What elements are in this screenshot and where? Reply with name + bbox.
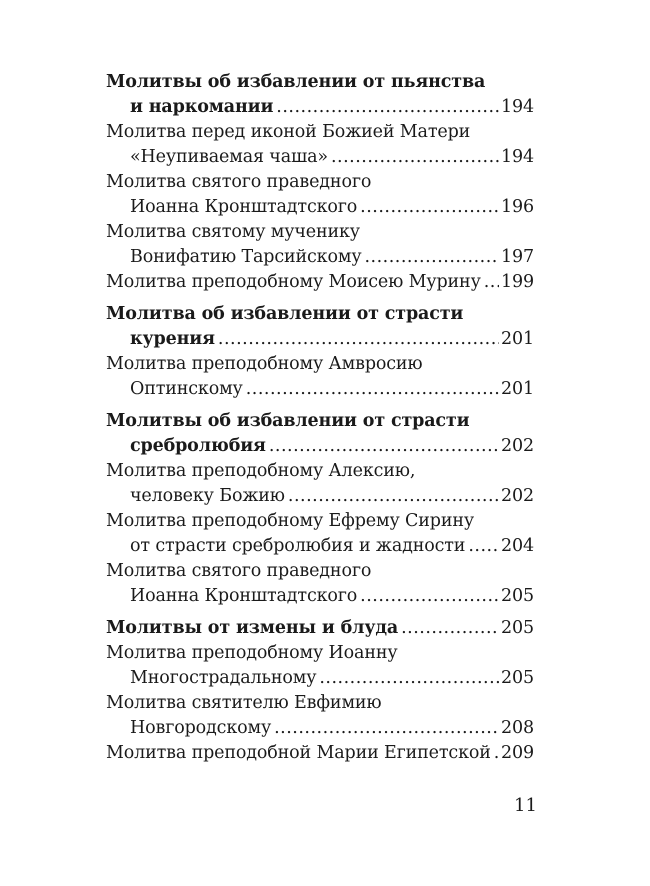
prayer-text: человеку Божию: [130, 486, 285, 506]
prayer-line: [106, 666, 534, 691]
prayer-line: [106, 459, 534, 484]
dot-leader: [494, 741, 499, 766]
section-title-line: [106, 616, 534, 641]
toc-section: [106, 70, 534, 295]
prayer-line: [106, 534, 534, 559]
prayer-text: Молитва преподобному Амвросию: [106, 354, 423, 374]
dot-leader: [218, 327, 499, 352]
dot-leader: [269, 434, 499, 459]
section-title-text: курения: [130, 329, 215, 349]
prayer-line: [106, 120, 534, 145]
dot-leader: [360, 584, 499, 609]
page-ref: 201: [501, 329, 534, 349]
prayer-line: [106, 270, 534, 295]
prayer-line: [106, 220, 534, 245]
dot-leader: [274, 716, 499, 741]
section-title-text: Молитвы об избавлении от пьянства: [106, 72, 486, 92]
section-title-line: [106, 434, 534, 459]
prayer-line: [106, 352, 534, 377]
toc-section: [106, 409, 534, 609]
prayer-line: [106, 584, 534, 609]
prayer-line: [106, 691, 534, 716]
dot-leader: [468, 534, 499, 559]
section-title-line: [106, 327, 534, 352]
dot-leader: [331, 145, 499, 170]
page-ref: 196: [501, 197, 534, 217]
prayer-line: [106, 145, 534, 170]
dot-leader: [484, 270, 499, 295]
section-title-text: Молитвы от измены и блуда: [106, 618, 399, 638]
prayer-line: [106, 741, 534, 766]
page-ref: 197: [501, 247, 534, 267]
section-title-text: сребролюбия: [130, 436, 266, 456]
prayer-text: Иоанна Кронштадтского: [130, 586, 358, 606]
prayer-line: [106, 195, 534, 220]
section-title-text: Молитва об избавлении от страсти: [106, 304, 464, 324]
prayer-line: [106, 245, 534, 270]
prayer-text: Молитва святителю Евфимию: [106, 693, 382, 713]
toc-section: [106, 302, 534, 402]
section-title-text: и наркомании: [130, 97, 274, 117]
page-ref: 208: [501, 718, 534, 738]
prayer-text: Вонифатию Тарсийскому: [130, 247, 362, 267]
page-ref: 194: [501, 147, 534, 167]
prayer-text: от страсти сребролюбия и жадности: [130, 536, 466, 556]
dot-leader: [360, 195, 499, 220]
dot-leader: [246, 377, 499, 402]
prayer-text: Оптинскому: [130, 379, 243, 399]
prayer-text: Молитва преподобному Алексию,: [106, 461, 416, 481]
toc-section: [106, 616, 534, 766]
dot-leader: [276, 95, 499, 120]
page-ref: 205: [501, 668, 534, 688]
section-title-line: [106, 409, 534, 434]
page-ref: 202: [501, 436, 534, 456]
dot-leader: [319, 666, 499, 691]
prayer-text: Молитва преподобной Марии Египетской: [106, 743, 491, 763]
section-title-text: Молитвы об избавлении от страсти: [106, 411, 470, 431]
prayer-text: Молитва перед иконой Божией Матери: [106, 122, 471, 142]
section-title-line: [106, 70, 534, 95]
page-ref: 194: [501, 97, 534, 117]
page-ref: 201: [501, 379, 534, 399]
prayer-line: [106, 484, 534, 509]
dot-leader: [401, 616, 499, 641]
prayer-text: Молитва святого праведного: [106, 172, 372, 192]
prayer-text: Новгородскому: [130, 718, 272, 738]
page-number: 11: [514, 795, 537, 816]
prayer-text: Молитва святого праведного: [106, 561, 372, 581]
section-title-line: [106, 95, 534, 120]
prayer-text: Многострадальному: [130, 668, 317, 688]
page-ref: 205: [501, 586, 534, 606]
prayer-line: [106, 559, 534, 584]
prayer-line: [106, 641, 534, 666]
dot-leader: [288, 484, 499, 509]
prayer-line: [106, 170, 534, 195]
dot-leader: [364, 245, 499, 270]
prayer-text: Молитва преподобному Ефрему Сирину: [106, 511, 474, 531]
prayer-line: [106, 509, 534, 534]
page-ref: 202: [501, 486, 534, 506]
page-ref: 199: [501, 272, 534, 292]
prayer-text: Молитва преподобному Иоанну: [106, 643, 398, 663]
page-ref: 205: [501, 618, 534, 638]
table-of-contents: [106, 70, 534, 766]
section-title-line: [106, 302, 534, 327]
prayer-text: Иоанна Кронштадтского: [130, 197, 358, 217]
prayer-line: [106, 716, 534, 741]
prayer-text: «Неупиваемая чаша»: [130, 147, 328, 167]
page-ref: 209: [501, 743, 534, 763]
prayer-line: [106, 377, 534, 402]
page-ref: 204: [501, 536, 534, 556]
prayer-text: Молитва святому мученику: [106, 222, 360, 242]
prayer-text: Молитва преподобному Моисею Мурину: [106, 272, 481, 292]
